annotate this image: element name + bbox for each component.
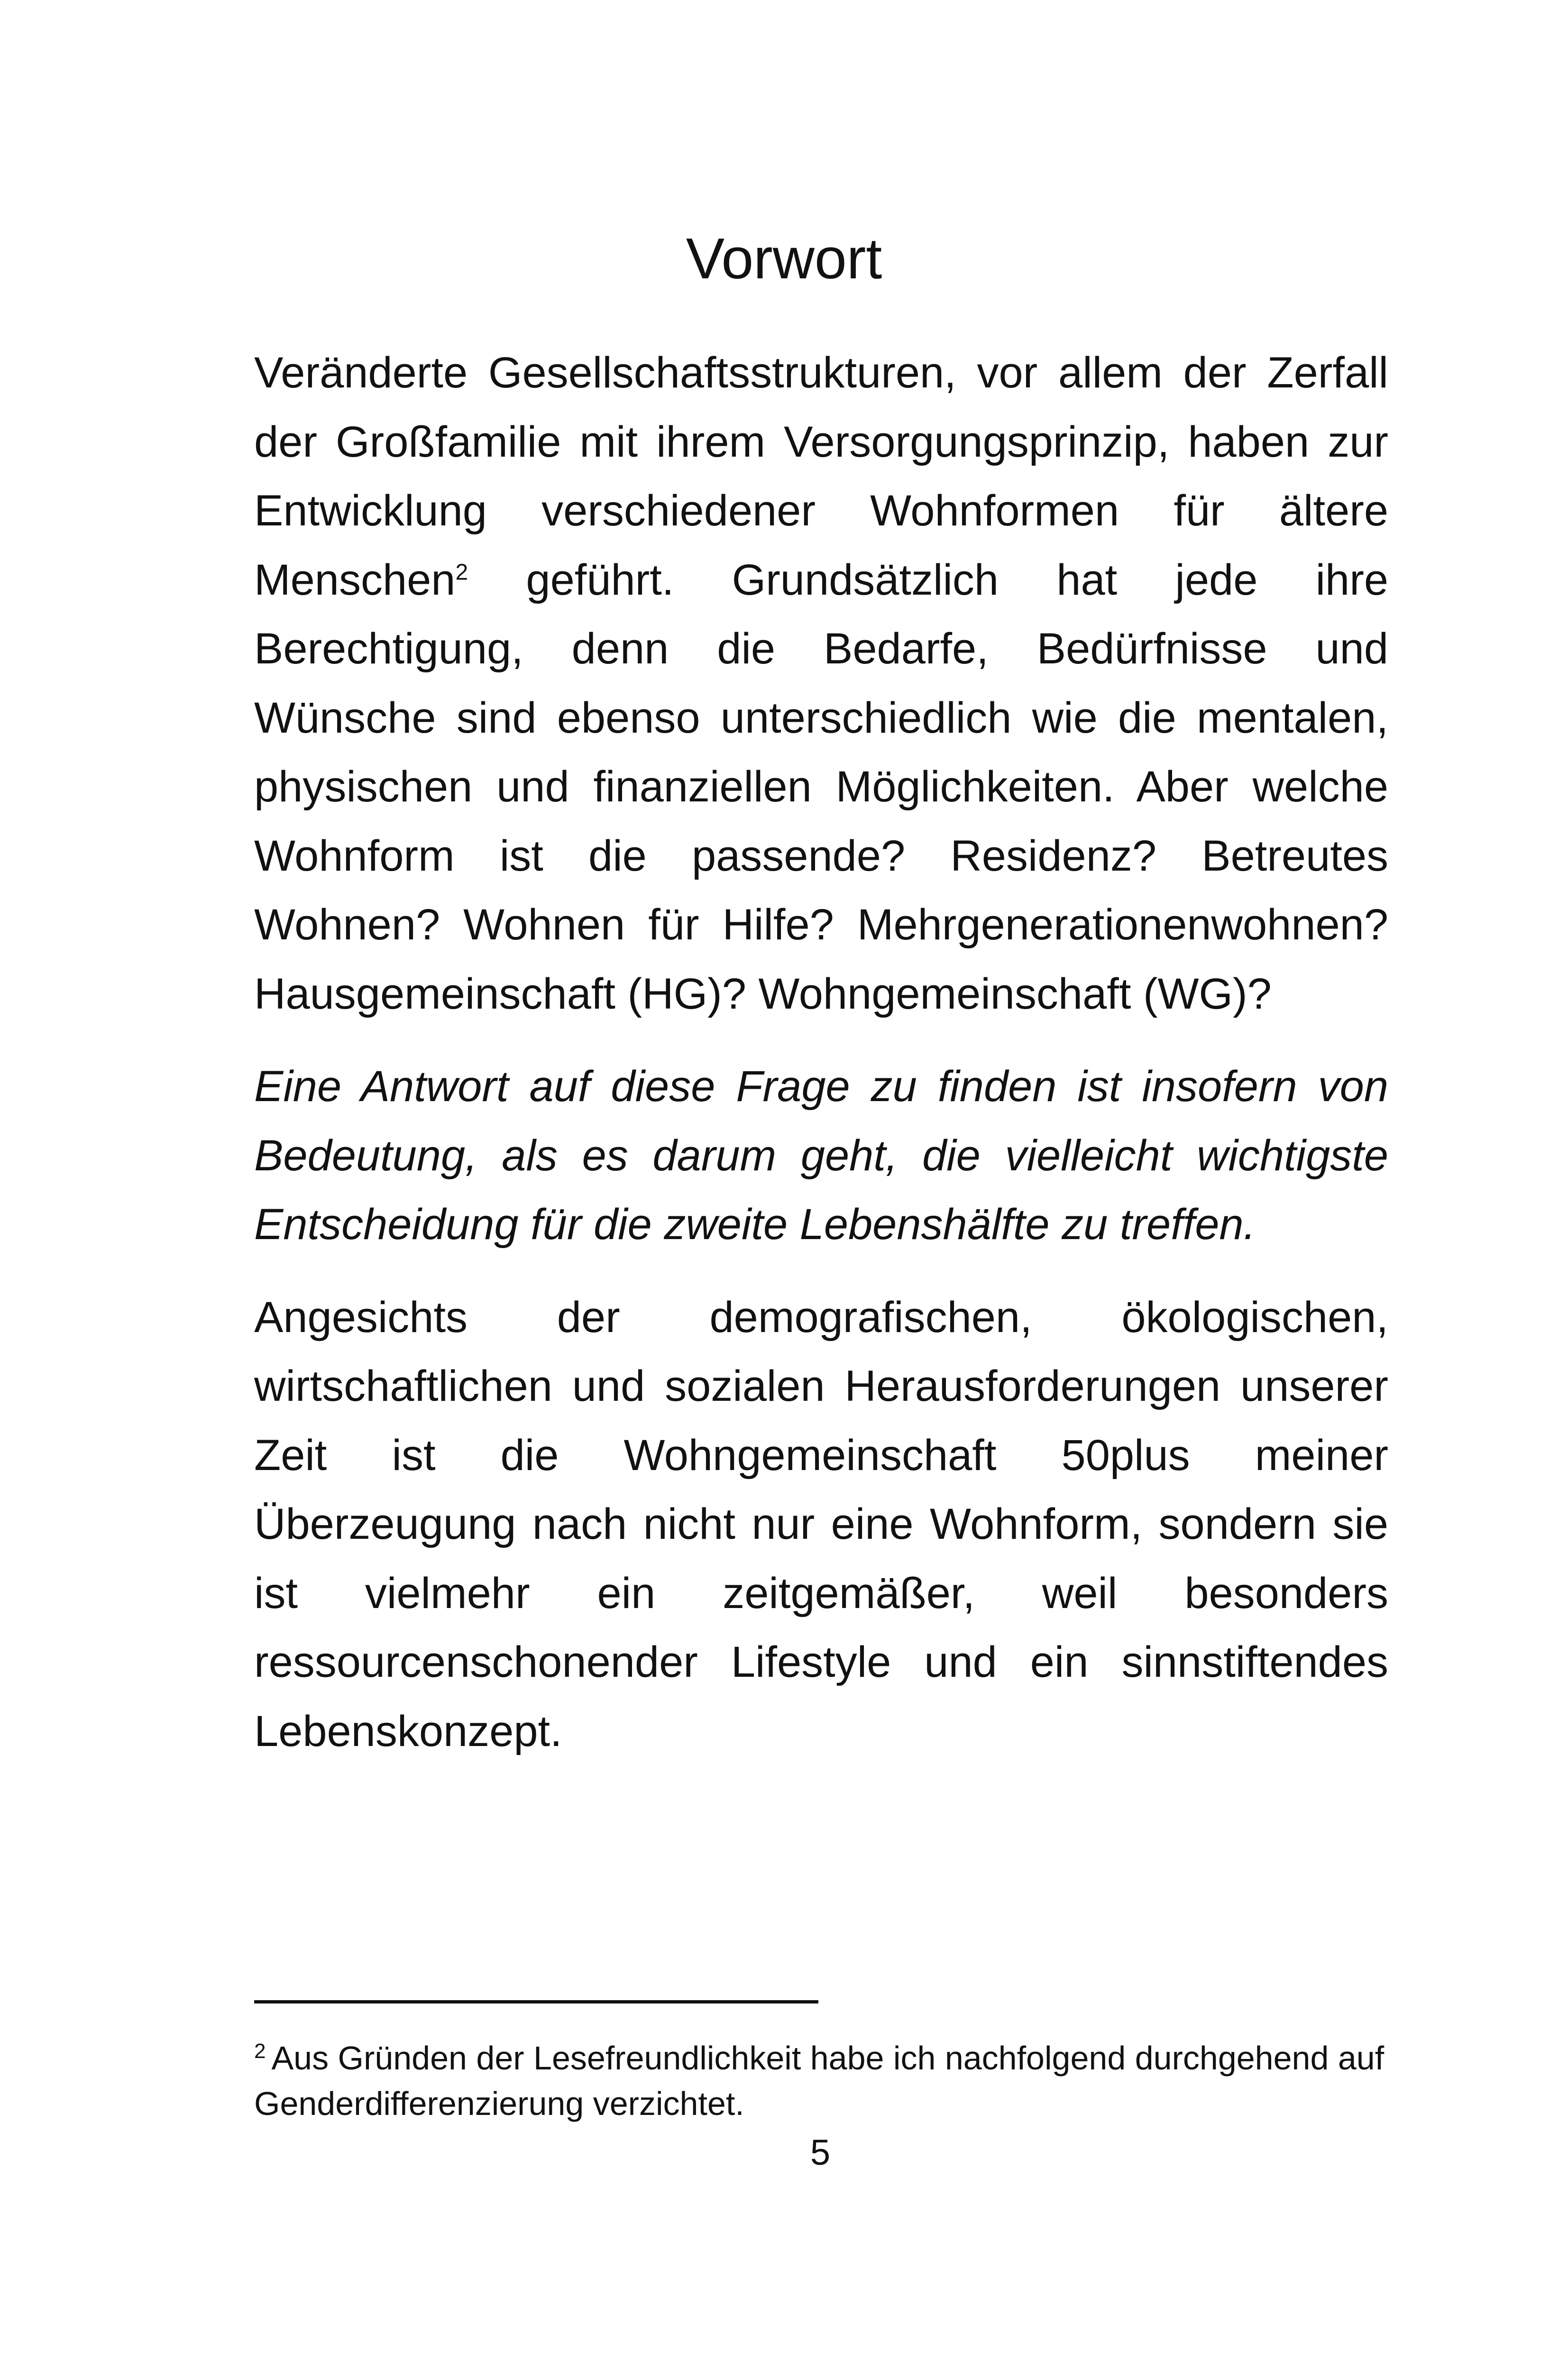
footnote-number: 2 — [254, 2039, 266, 2063]
page-title: Vorwort — [686, 226, 882, 291]
footnote — [254, 2035, 1392, 2126]
paragraph-intro — [254, 339, 1388, 1029]
footnote-reference: 2 — [455, 559, 468, 585]
footnote-divider — [254, 2000, 818, 2003]
paragraph-intro-text-start: Veränderte Gesellschaftsstrukturen, vor allem der Zerfall der Großfamilie mit ihrem Versorgungsprinzip, haben zur Entwicklung verschiedener Wohnformen für ältere Menschen — [254, 349, 1388, 604]
page-number: 5 — [810, 2132, 831, 2173]
paragraph-conclusion: Angesichts der demografischen, ökologischen, wirtschaftlichen und sozialen Herausforderungen unserer Zeit ist die Wohngemeinschaft 50plus meiner Überzeugung nach nicht nur eine Wohnform, sondern sie ist vielmehr ein zeitgemäßer, weil besonders ressourcenschonender Lifestyle und ein sinnstiftendes Lebenskonzept. — [254, 1293, 1388, 1755]
paragraph-question: Eine Antwort auf diese Frage zu finden ist insofern von Bedeutung, als es darum geht, die vielleicht wichtigste Entscheidung für die zweite Lebenshälfte zu treffen. — [254, 1062, 1388, 1249]
footnote-text: Aus Gründen der Lesefreundlichkeit habe ich nachfolgend durchgehend auf Genderdifferenzierung verzichtet. — [254, 2040, 1385, 2122]
body-text — [254, 339, 1388, 1766]
paragraph-intro-text-end: geführt. Grundsätzlich hat jede ihre Berechtigung, denn die Bedarfe, Bedürfnisse und Wünsche sind ebenso unterschiedlich wie die mentalen, physischen und finanziellen Möglichkeiten. Aber welche Wohnform ist die passende? Residenz? Betreutes Wohnen? Wohnen für Hilfe? Mehrgenerationenwohnen? Hausgemeinschaft (HG)? Wohngemeinschaft (WG)? — [254, 555, 1388, 1018]
